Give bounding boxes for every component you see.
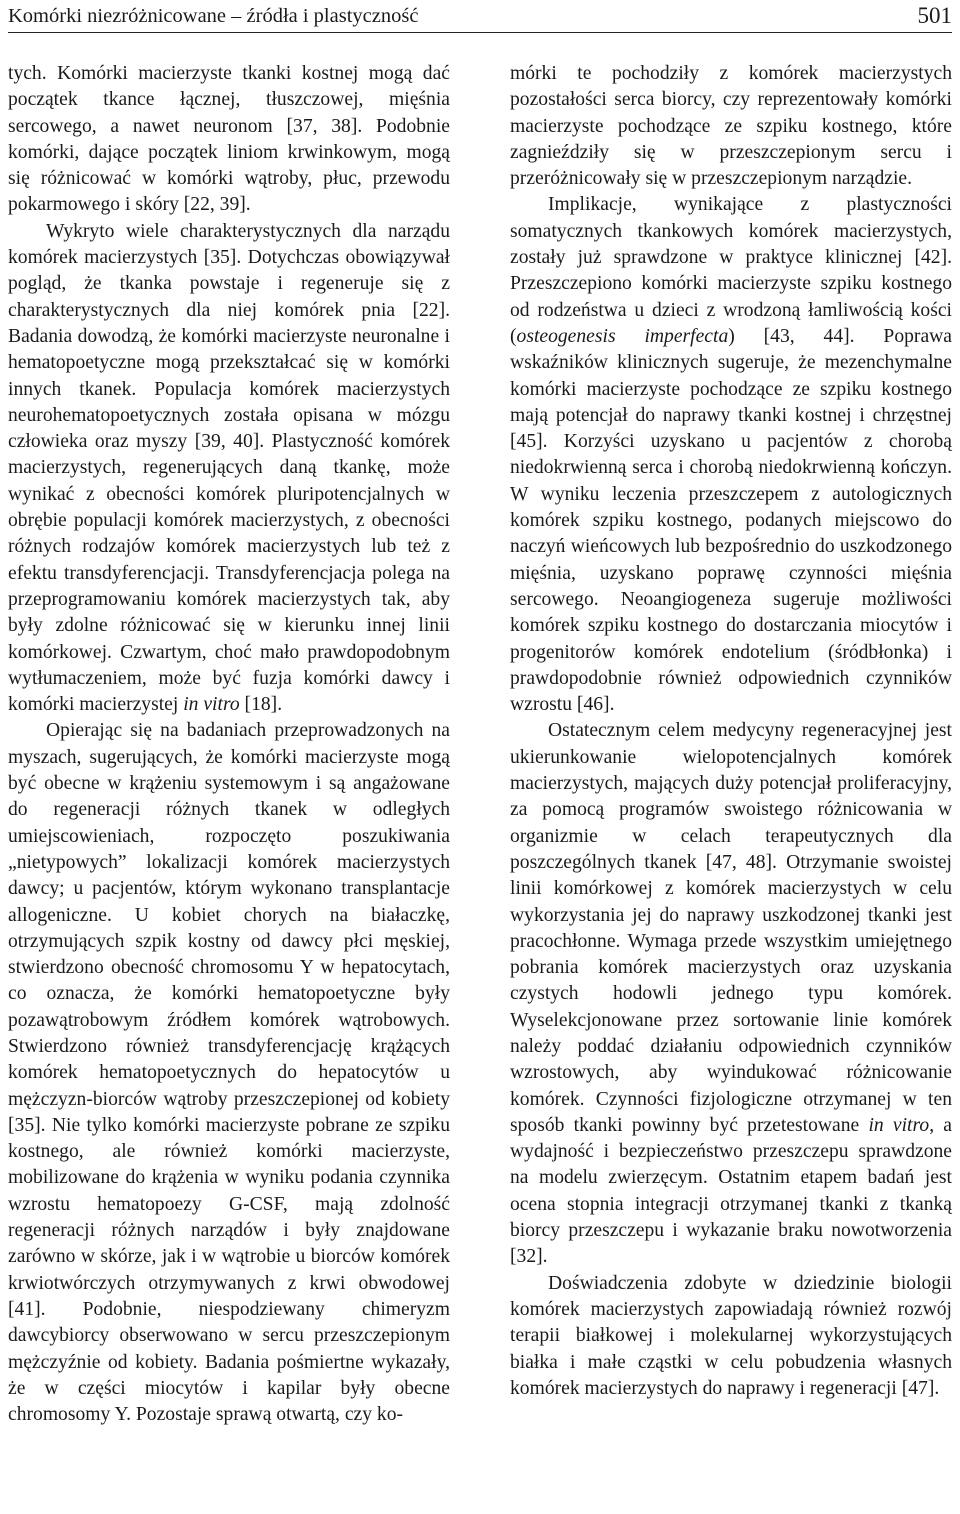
paragraph bbox=[510, 192, 952, 718]
running-title: Komórki niezróżnicowane – źródła i plastyczność bbox=[8, 4, 419, 27]
paragraph-text: Ostatecznym celem medycyny regeneracyjnej jest ukierunkowanie wielopotencjalnych komórek macierzystych, mających duży potencjał proliferacyjny, za pomocą programów swoistego różnicowania w organizmie w celach terapeutycznych dla poszczególnych tkanek [47, 48]. Otrzymanie swoistej linii komórkowej z komórek macierzystych w celu wykorzystania jej do naprawy uszkodzonej tkanki jest pracochłonne. Wymaga przede wszystkim umiejętnego pobrania komórek macierzystych oraz uzyskania czystych hodowli jednego typu komórek. Wyselekcjonowane przez sortowanie linie komórek należy poddać działaniu odpowiednich czynników wzrostowych, aby wyindukować różnicowanie komórek. Czynności fizjologiczne otrzymanej w ten sposób tkanki powinny być przetestowane bbox=[510, 720, 952, 1136]
paragraph-text: Implikacje, wynikające z plastyczności somatycznych tkankowych komórek macierzystych, zostały już sprawdzone w praktyce klinicznej [42]. Przeszczepiono komórki macierzyste szpiku kostnego od rodzeństwa u dzieci z wrodzoną łamliwością kości ( bbox=[510, 194, 952, 347]
paragraph-text: , a wydajność i bezpieczeństwo przeszczepu sprawdzone na modelu zwierzęcym. Ostatnim etapem badań jest ocena stopnia integracji otrzymanej tkanki z tkanką biorcy przeszczepu i wykazanie braku nowotworzenia [32]. bbox=[510, 1114, 953, 1268]
left-column bbox=[8, 61, 450, 1428]
paragraph-text: Wykryto wiele charakterystycznych dla narządu komórek macierzystych [35]. Dotychczas obowiązywał pogląd, że tkanka powstaje i regeneruje się z charakterystycznych dla niej komórek pnia [22]. Badania dowodzą, że komórki macierzyste neuronalne i hematopoetyczne mogą przekształcać się w komórki innych tkanek. Populacja komórek macierzystych neurohematopoetycznych została opisana w mózgu człowieka oraz myszy [39, 40]. Plastyczność komórek macierzystych, regenerujących daną tkankę, może wynikać z obecności komórek pluripotencjalnych w obrębie populacji komórek macierzystych, z obecności różnych rodzajów komórek macierzystych lub też z efektu transdyferencjacji. Transdyferencjacja polega na przeprogramowaniu komórek macierzystych tak, aby były zdolne różnicować się w kierunku innej linii komórkowej. Czwartym, choć mało prawdopodobnym wytłumaczeniem, może być fuzja komórki dawcy i komórki macierzystej bbox=[8, 220, 450, 716]
right-column bbox=[510, 61, 952, 1402]
italic-term: in vitro bbox=[183, 694, 240, 716]
italic-term: osteogenesis imperfecta bbox=[516, 325, 729, 347]
running-head bbox=[8, 0, 952, 33]
page-number: 501 bbox=[917, 3, 952, 28]
paragraph-continued: tych. Komórki macierzyste tkanki kostnej mogą dać początek tkance łącznej, tłuszczowej, mięśnia sercowego, a nawet neuronom [37, 38]. Podobnie komórki, dające początek liniom krwinkowym, mogą się różnicować w komórki wątroby, płuc, przewodu pokarmowego i skóry [22, 39]. bbox=[8, 63, 450, 216]
paragraph-continued: mórki te pochodziły z komórek macierzystych pozostałości serca biorcy, czy reprezentowały komórki macierzyste pochodzące ze szpiku kostnego, które zagnieździły się w przeszczepionym sercu i przeróżnicowały się w przeszczepionym narządzie. bbox=[510, 63, 952, 190]
paragraph bbox=[510, 718, 952, 1270]
paragraph bbox=[8, 219, 450, 719]
paragraph: Opierając się na badaniach przeprowadzonych na myszach, sugerujących, że komórki macierzyste mogą być obecne w krążeniu systemowym i są angażowane do regeneracji różnych tkanek w odległych umiejscowieniach, rozpoczęto poszukiwania „nietypowych” lokalizacji komórek macierzystych dawcy; u pacjentów, którym wykonano transplantacje allogeniczne. U kobiet chorych na białaczkę, otrzymujących szpik kostny od dawcy płci męskiej, stwierdzono obecność chromosomu Y w hepatocytach, co oznacza, że komórki hematopoetyczne były pozawątrobowym źródłem komórek wątrobowych. Stwierdzono również transdyferencjację krążących komórek hematopoetycznych do hepatocytów u mężczyzn-biorców wątroby przeszczepionej od kobiety [35]. Nie tylko komórki macierzyste pobrane ze szpiku kostnego, ale również komórki macierzyste, mobilizowane do krążenia w wyniku podania czynnika wzrostu hematopoezy G-CSF, mają zdolność regeneracji różnych narządów i były znajdowane zarówno w skórze, jak i w wątrobie u biorców komórek krwiotwórczych otrzymywanych z krwi obwodowej [41]. Podobnie, niespodziewany chimeryzm dawcybiorcy obserwowano w sercu przeszczepionym mężczyźnie od kobiety. Badania pośmiertne wykazały, że w części miocytów i kapilar były obecne chromosomy Y. Pozostaje sprawą otwartą, czy ko- bbox=[8, 720, 450, 1426]
paragraph-text: [18]. bbox=[244, 694, 283, 716]
italic-term: in vitro bbox=[868, 1114, 930, 1136]
paragraph: Doświadczenia zdobyte w dziedzinie biologii komórek macierzystych zapowiadają również rozwój terapii białkowej i molekularnej wykorzystujących białka i małe cząstki w celu pobudzenia własnych komórek macierzystych do naprawy i regeneracji [47]. bbox=[510, 1272, 952, 1399]
paragraph-text: ) [43, 44]. Poprawa wskaźników klinicznych sugeruje, że mezenchymalne komórki macierzyste pochodzące ze szpiku kostnego mają potencjał do naprawy tkanki kostnej i chrzęstnej [45]. Korzyści uzyskano u pacjentów z chorobą niedokrwienną serca i chorobą niedokrwienną kończyn. W wyniku leczenia przeszczepem z autologicznych komórek szpiku kostnego, podanych miejscowo do naczyń wieńcowych lub bezpośrednio do uszkodzonego mięśnia, uzyskano poprawę czynności mięśnia sercowego. Neoangiogeneza sugeruje możliwości komórek szpiku kostnego do dostarczania miocytów i progenitorów komórek endotelium (śródbłonka) i prawdopodobnie również odpowiednich czynników wzrostu [46]. bbox=[510, 325, 952, 716]
